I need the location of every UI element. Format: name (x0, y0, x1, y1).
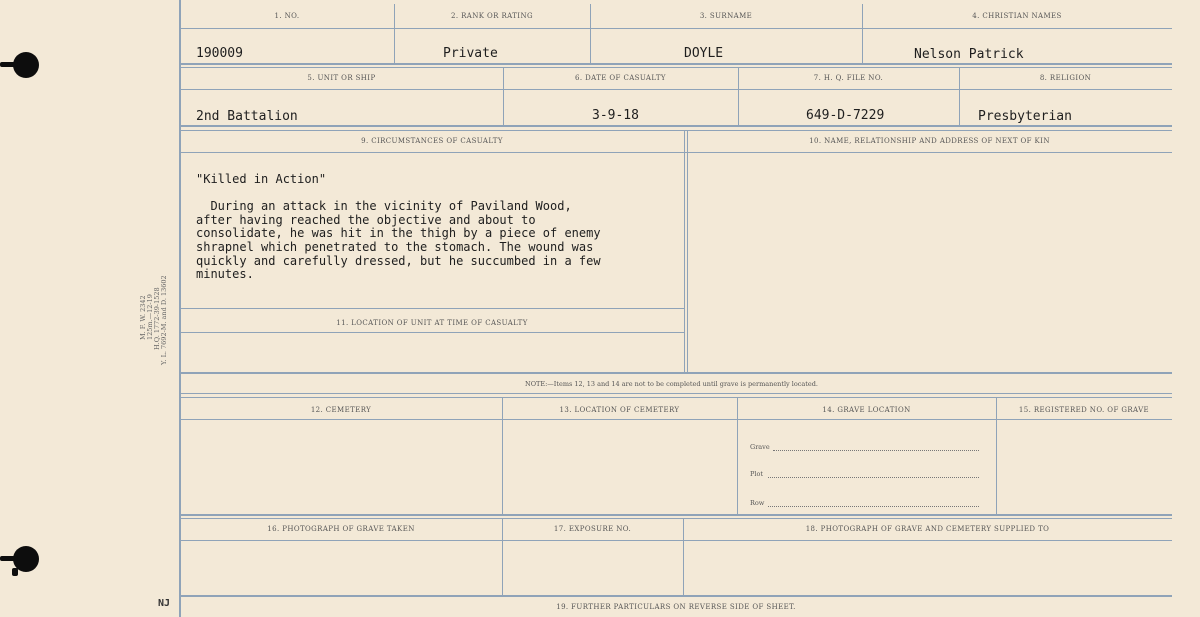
value-file-no: 649-D-7229 (806, 108, 885, 123)
grave-row-label: Grave (750, 443, 770, 451)
header-photograph-supplied: 18. PHOTOGRAPH OF GRAVE AND CEMETERY SUPPLIED TO (805, 525, 1050, 533)
header-religion: 8. RELIGION (1039, 74, 1092, 82)
header-unit: 5. UNIT OR SHIP (307, 74, 376, 82)
header-registered-no: 15. REGISTERED NO. OF GRAVE (1018, 406, 1150, 414)
row11-top (180, 308, 684, 309)
header-photograph-taken: 16. PHOTOGRAPH OF GRAVE TAKEN (267, 525, 415, 533)
row3-div-b (687, 130, 688, 372)
header-surname: 3. SURNAME (699, 12, 753, 20)
row4-div1 (502, 397, 503, 514)
row-row-dots (768, 506, 979, 507)
note-bottom (180, 393, 1172, 394)
header-grave-location: 14. GRAVE LOCATION (822, 406, 911, 414)
value-surname: DOYLE (684, 46, 724, 61)
row2-bottom (180, 125, 1172, 127)
row-row-label: Row (750, 499, 765, 507)
value-religion: Presbyterian (978, 109, 1072, 124)
plot-row-dots (768, 477, 979, 478)
header-next-of-kin: 10. NAME, RELATIONSHIP AND ADDRESS OF NEXT OF KIN (809, 137, 1050, 145)
note-text: NOTE:—Items 12, 13 and 14 are not to be completed until grave is permanently located. (525, 380, 818, 388)
row4-top (180, 397, 1172, 398)
row3-sep (180, 152, 1172, 153)
header-file-no: 7. H. Q. FILE NO. (813, 74, 884, 82)
punch-hole-top-stub (0, 62, 18, 67)
header-location-of-cemetery: 13. LOCATION OF CEMETERY (559, 406, 680, 414)
row3-top (180, 130, 1172, 131)
row1-bottom (180, 63, 1172, 65)
value-rank: Private (443, 46, 498, 61)
circumstances-text: "Killed in Action" During an attack in the vicinity of Paviland Wood, after having reached the objective and about to consolidate, he was hit in the thigh by a piece of enemy shrapnel which penetrated to the stomach. The wound was quickly and carefully dressed, but he succumbed in a few minutes. (196, 172, 601, 282)
header-cemetery: 12. CEMETERY (310, 406, 372, 414)
row4-sep (180, 419, 1172, 420)
nj-mark: NJ (158, 598, 171, 609)
grave-row-dots (773, 450, 979, 451)
punch-hole-bottom-tail (12, 568, 18, 576)
row4-div2 (737, 397, 738, 514)
value-number: 190009 (196, 46, 243, 61)
row2-top (180, 67, 1172, 68)
row11-sep (180, 332, 684, 333)
row3-bottom (180, 372, 1172, 374)
value-date: 3-9-18 (592, 108, 639, 123)
side-code-4: Y. L. 7692-M. and D. 13602 (160, 275, 168, 365)
side-code-3: H.Q. 1772-39-1528 (153, 287, 161, 350)
side-code-1: M. F. W. 2342 (139, 295, 147, 340)
header-circumstances: 9. CIRCUMSTANCES OF CASUALTY (361, 137, 503, 145)
header-exposure-no: 17. EXPOSURE NO. (553, 525, 632, 533)
row5-top (180, 518, 1172, 519)
header-rank: 2. RANK OR RATING (451, 12, 533, 20)
value-unit: 2nd Battalion (196, 109, 298, 124)
header-no: 1. NO. (274, 12, 300, 20)
row3-div (684, 130, 685, 372)
header-location-of-unit: 11. LOCATION OF UNIT AT TIME OF CASUALTY (336, 319, 528, 327)
header-date: 6. DATE OF CASUALTY (575, 74, 666, 82)
plot-row-label: Plot (750, 470, 763, 478)
row4-div3 (996, 397, 997, 514)
row2-sep (180, 89, 1172, 90)
side-code-2: 125m.—12-19 (146, 294, 154, 340)
row5-sep (180, 540, 1172, 541)
row5-bottom (180, 595, 1172, 597)
row4-bottom (180, 514, 1172, 516)
header-christian-names: 4. CHRISTIAN NAMES (972, 12, 1062, 20)
header-further-particulars: 19. FURTHER PARTICULARS ON REVERSE SIDE OF SHEET. (556, 603, 796, 611)
row1-sep (180, 28, 1172, 29)
value-christian-names: Nelson Patrick (914, 47, 1024, 62)
punch-hole-bottom-stub (0, 556, 18, 561)
